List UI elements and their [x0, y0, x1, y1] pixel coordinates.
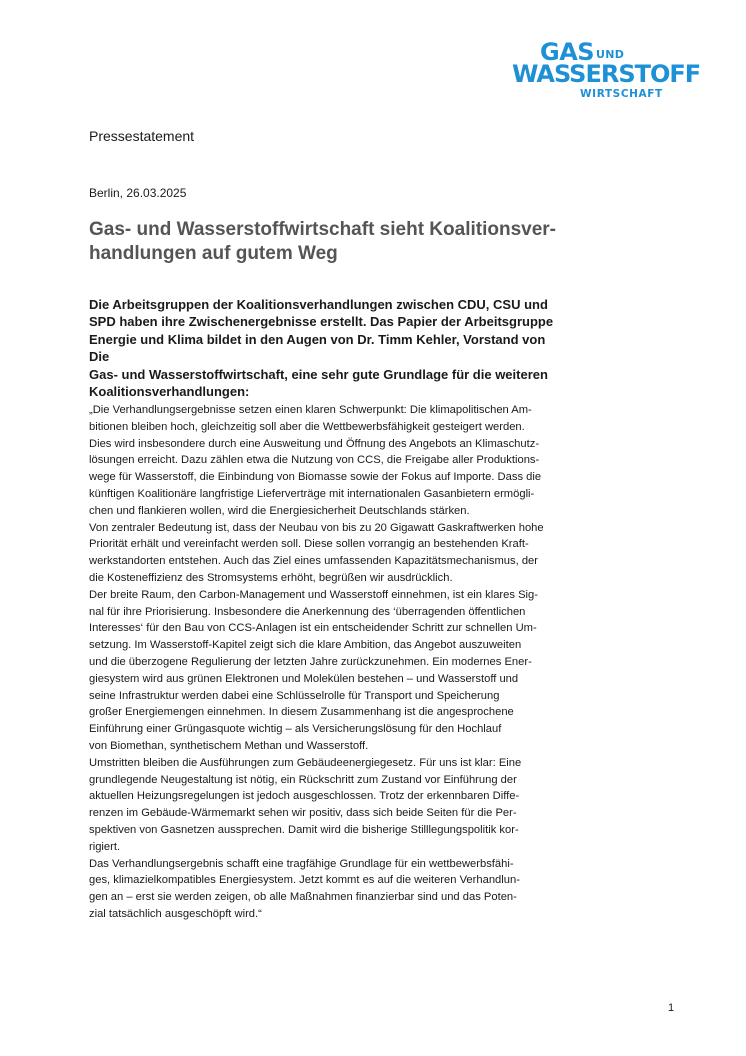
body-line: die Kosteneffizienz des Stromsystems erhöht, begrüßen wir ausdrücklich.	[89, 571, 453, 584]
lead-paragraph	[89, 296, 569, 400]
dateline: Berlin, 26.03.2025	[89, 186, 187, 200]
lead-line: SPD haben ihre Zwischenergebnisse erstellt. Das Papier der Arbeitsgruppe	[89, 314, 554, 330]
body-line: nal für ihre Priorisierung. Insbesondere die Anerkennung des ‘überragenden öffentlichen	[89, 605, 526, 618]
body-line: Der breite Raum, den Carbon-Management und Wasserstoff einnehmen, ist ein klares Sig-	[89, 588, 538, 601]
lead-line: Koalitionsverhandlungen:	[89, 384, 250, 400]
body-line: renzen im Gebäude-Wärmemarkt sehen wir positiv, dass sich beide Seiten für die Per-	[89, 807, 517, 820]
logo-line-wasserstoff: WASSERSTOFF	[512, 60, 701, 88]
body-line: Einführung einer Grüngasquote wichtig – als Versicherungslösung für den Hochlauf	[89, 723, 502, 736]
body-line: zial tatsächlich ausgeschöpft wird.“	[89, 907, 262, 920]
headline-line: Gas- und Wasserstoffwirtschaft sieht Koalitionsver-	[89, 219, 556, 240]
lead-line: Gas- und Wasserstoffwirtschaft, eine sehr gute Grundlage für die weiteren	[89, 366, 548, 382]
body-line: ges, klimazielkompatibles Energiesystem. Jetzt kommt es auf die weiteren Verhandlun-	[89, 874, 520, 887]
body-line: setzung. Im Wasserstoff-Kapitel zeigt sich die klare Ambition, das Angebot auszuweiten	[89, 639, 522, 652]
body-line: und die überzogene Regulierung der letzten Jahre zurückzunehmen. Ein modernes Ener-	[89, 655, 532, 668]
body-line: Von zentraler Bedeutung ist, dass der Neubau von bis zu 20 Gigawatt Gaskraftwerken hohe	[89, 521, 544, 534]
body-line: Interesses‘ für den Bau von CCS-Anlagen ist ein entscheidender Schritt zur schnellen Um-	[89, 622, 537, 635]
body-line: aktuellen Heizungsregelungen ist jedoch ausgeschlossen. Trotz der erkennbaren Diffe-	[89, 790, 520, 803]
headline	[89, 218, 569, 266]
body-line: wege für Wasserstoff, die Einbindung von Biomasse sowie der Fokus auf Importe. Dass die	[89, 471, 542, 484]
lead-line: Die Arbeitsgruppen der Koalitionsverhandlungen zwischen CDU, CSU und	[89, 297, 548, 312]
body-line: lösungen erreicht. Dazu zählen etwa die Nutzung von CCS, die Freigabe aller Produktions-	[89, 454, 540, 467]
body-line: werkstandorten entstehen. Auch das Ziel eines umfassenden Kapazitätsmechanismus, der	[89, 555, 538, 568]
company-logo	[512, 40, 712, 104]
body-line: spektiven von Gasnetzen aussprechen. Damit wird die bisherige Stilllegungspolitik kor-	[89, 823, 519, 836]
lead-line: Energie und Klima bildet in den Augen von Dr. Timm Kehler, Vorstand von Die	[89, 331, 546, 365]
body-line: rigiert.	[89, 840, 121, 853]
body-line: Das Verhandlungsergebnis schafft eine tragfähige Grundlage für ein wettbewerbsfähi-	[89, 857, 514, 870]
logo-line-gas: GAS	[540, 38, 595, 66]
body-line: künftigen Koalitionäre langfristige Lieferverträge mit internationalen Gasanbietern ermögli-	[89, 487, 535, 500]
logo-line-und: UND	[596, 48, 625, 61]
body-line: grundlegende Neugestaltung ist nötig, ein Rückschritt zum Zustand vor Einführung der	[89, 773, 517, 786]
document-type-label: Pressestatement	[89, 128, 195, 144]
body-line: „Die Verhandlungsergebnisse setzen einen klaren Schwerpunkt: Die klimapolitischen Am-	[89, 404, 532, 416]
body-line: seine Infrastruktur werden dabei eine Schlüsselrolle für Transport und Speicherung	[89, 689, 500, 702]
logo-line-wirtschaft: WIRTSCHAFT	[580, 88, 663, 100]
body-line: Priorität erhält und vereinfacht werden soll. Diese sollen vorrangig an bestehenden Kraft-	[89, 538, 529, 551]
quote-body	[89, 402, 589, 923]
body-line: chen und flankieren wollen, wird die Energiesicherheit Deutschlands stärken.	[89, 504, 470, 517]
body-line: gen an – erst sie werden zeigen, ob alle Maßnahmen finanzierbar sind und das Poten-	[89, 891, 517, 904]
body-line: großer Energiemengen einnehmen. In diesem Zusammenhang ist die angesprochene	[89, 706, 514, 719]
page-number: 1	[668, 1002, 675, 1014]
body-line: Umstritten bleiben die Ausführungen zum Gebäudeenergiegesetz. Für uns ist klar: Eine	[89, 756, 522, 769]
body-line: von Biomethan, synthetischem Methan und Wasserstoff.	[89, 739, 369, 752]
headline-line: handlungen auf gutem Weg	[89, 243, 338, 264]
body-line: bitionen bleiben hoch, gleichzeitig soll aber die Wettbewerbsfähigkeit gesteigert werden.	[89, 420, 525, 433]
body-line: Dies wird insbesondere durch eine Ausweitung und Öffnung des Angebots an Klimaschutz-	[89, 437, 540, 450]
body-line: giesystem wird aus grünen Elektronen und Molekülen bestehen – und Wasserstoff und	[89, 672, 519, 685]
